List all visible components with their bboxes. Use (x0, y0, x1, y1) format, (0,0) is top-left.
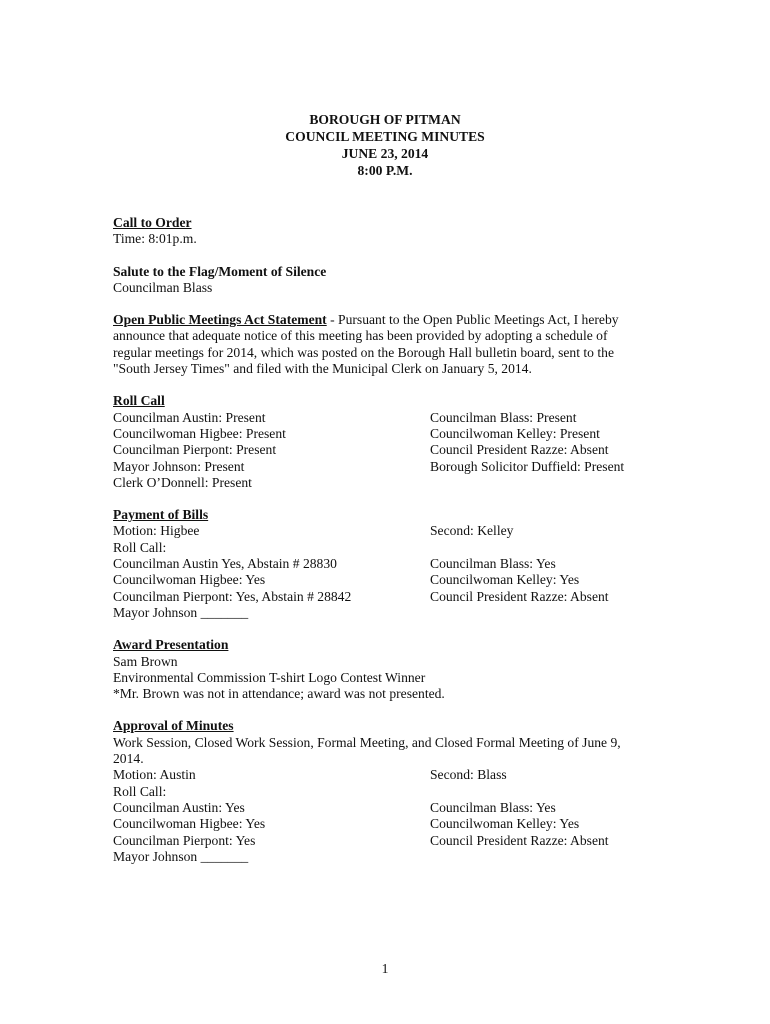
vote-right: Councilwoman Kelley: Yes (430, 572, 580, 588)
call-to-order-time: Time: 8:01p.m. (113, 231, 197, 247)
vote-row (113, 589, 648, 605)
roll-call-row (113, 410, 648, 426)
call-to-order-heading: Call to Order (113, 215, 192, 230)
minutes-desc-2: 2014. (113, 751, 144, 767)
roll-call-right: Councilman Blass: Present (430, 409, 577, 425)
roll-call-left: Councilwoman Higbee: Present (113, 425, 286, 441)
document-header (0, 111, 770, 179)
roll-call-right: Borough Solicitor Duffield: Present (430, 458, 625, 474)
roll-call-row (113, 459, 648, 475)
opma-line-3: regular meetings for 2014, which was posted on the Borough Hall bulletin board, sent to the (113, 344, 614, 360)
vote-right: Councilman Blass: Yes (430, 556, 556, 572)
header-date: JUNE 23, 2014 (341, 146, 429, 161)
vote-right: Councilman Blass: Yes (430, 799, 556, 815)
vote-row (113, 833, 648, 849)
opma-heading: Open Public Meetings Act Statement (113, 312, 327, 328)
roll-call-left: Councilman Pierpont: Present (113, 442, 277, 458)
opma-line-4: "South Jersey Times" and filed with the Municipal Clerk on January 5, 2014. (113, 361, 532, 377)
vote-row (113, 800, 648, 816)
minutes-mayor: Mayor Johnson _______ (113, 848, 249, 864)
minutes-motion-row (113, 767, 648, 783)
roll-call-heading: Roll Call (113, 393, 165, 409)
vote-left: Councilwoman Higbee: Yes (113, 816, 266, 832)
minutes-body (113, 215, 648, 881)
section-approval-of-minutes (113, 718, 648, 865)
vote-left: Councilwoman Higbee: Yes (113, 572, 266, 588)
section-payment-of-bills (113, 507, 648, 621)
minutes-second: Second: Blass (430, 767, 507, 783)
vote-left: Councilman Pierpont: Yes (113, 832, 256, 848)
minutes-desc-1: Work Session, Closed Work Session, Formal Meeting, and Closed Formal Meeting of June 9, (113, 734, 621, 750)
payment-heading: Payment of Bills (113, 507, 209, 523)
header-org: BOROUGH OF PITMAN (309, 112, 461, 127)
roll-call-right: Council President Razze: Absent (430, 442, 609, 458)
salute-person: Councilman Blass (113, 279, 213, 295)
roll-call-row (113, 426, 648, 442)
minutes-heading: Approval of Minutes (113, 718, 234, 734)
vote-right: Councilwoman Kelley: Yes (430, 816, 580, 832)
header-time: 8:00 P.M. (357, 163, 413, 178)
section-salute (113, 264, 648, 297)
roll-call-right: Councilwoman Kelley: Present (430, 425, 600, 441)
payment-roll-call-label: Roll Call: (113, 539, 167, 555)
roll-call-left: Councilman Austin: Present (113, 409, 266, 425)
award-title: Environmental Commission T-shirt Logo Contest Winner (113, 669, 426, 685)
opma-line-1: - Pursuant to the Open Public Meetings Act, I hereby (326, 312, 619, 328)
page-number: 1 (381, 961, 389, 976)
award-note: *Mr. Brown was not in attendance; award was not presented. (113, 686, 445, 702)
vote-right: Council President Razze: Absent (430, 588, 609, 604)
award-name: Sam Brown (113, 653, 178, 669)
vote-right: Council President Razze: Absent (430, 832, 609, 848)
minutes-roll-call-label: Roll Call: (113, 783, 167, 799)
roll-call-row (113, 475, 648, 491)
opma-line-2: announce that adequate notice of this meeting has been provided by adopting a schedule of (113, 328, 608, 344)
vote-left: Councilman Austin: Yes (113, 799, 245, 815)
section-award-presentation (113, 637, 648, 702)
section-call-to-order (113, 215, 648, 248)
roll-call-row (113, 442, 648, 458)
salute-heading: Salute to the Flag/Moment of Silence (113, 263, 327, 279)
roll-call-right (430, 475, 648, 491)
vote-row (113, 556, 648, 572)
section-opma (113, 312, 648, 377)
payment-motion: Motion: Higbee (113, 523, 200, 539)
vote-row (113, 816, 648, 832)
payment-second: Second: Kelley (430, 523, 514, 539)
vote-left: Councilman Pierpont: Yes, Abstain # 28842 (113, 588, 352, 604)
vote-row (113, 572, 648, 588)
roll-call-left: Clerk O’Donnell: Present (113, 474, 252, 490)
minutes-motion: Motion: Austin (113, 767, 196, 783)
award-heading: Award Presentation (113, 637, 229, 653)
header-title: COUNCIL MEETING MINUTES (285, 129, 485, 144)
section-roll-call (113, 393, 648, 491)
payment-mayor: Mayor Johnson _______ (113, 604, 249, 620)
roll-call-left: Mayor Johnson: Present (113, 458, 245, 474)
vote-left: Councilman Austin Yes, Abstain # 28830 (113, 556, 337, 572)
payment-motion-row (113, 523, 648, 539)
